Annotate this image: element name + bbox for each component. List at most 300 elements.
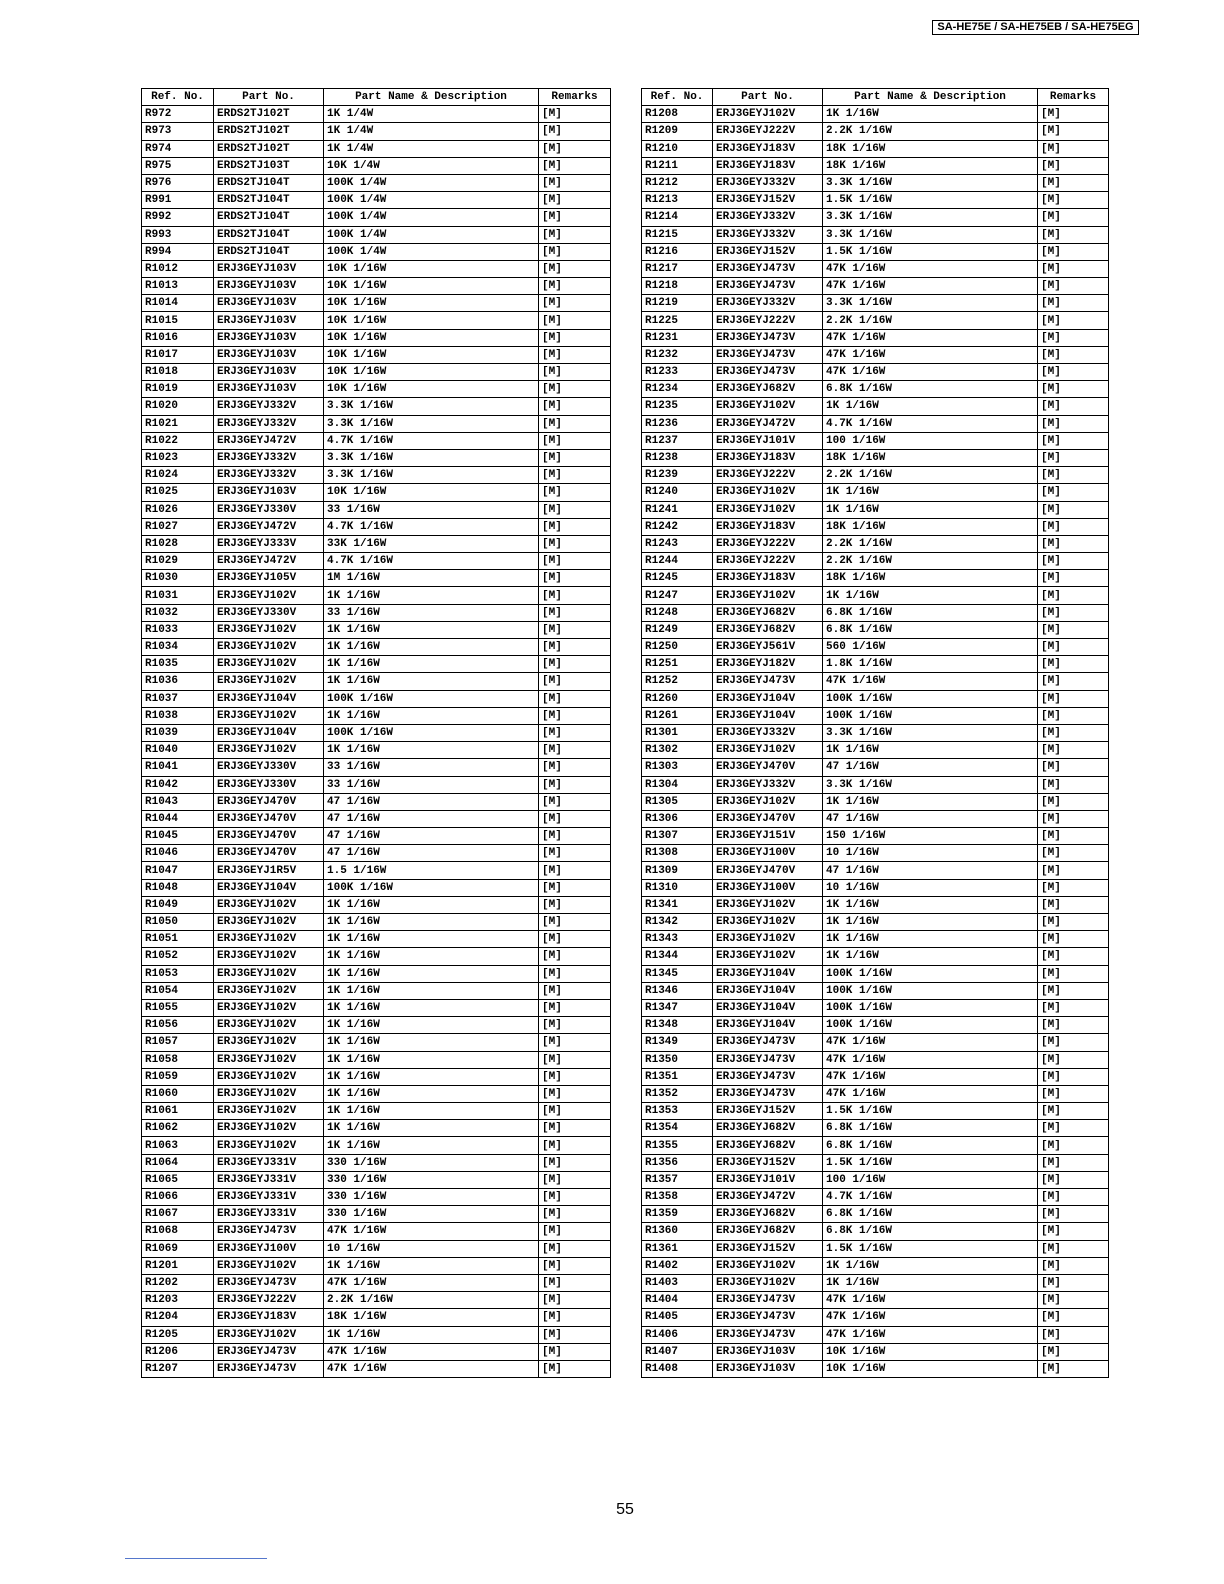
part-no-cell: ERJ3GEYJ473V [214, 1360, 324, 1377]
description-cell: 47K 1/16W [823, 260, 1038, 277]
ref-no-cell: R1245 [642, 570, 713, 587]
description-cell: 100K 1/16W [823, 982, 1038, 999]
part-no-cell: ERJ3GEYJ473V [713, 1292, 823, 1309]
ref-no-cell: R1353 [642, 1103, 713, 1120]
remarks-cell: [M] [539, 174, 611, 191]
ref-no-cell: R1048 [142, 879, 214, 896]
ref-no-cell: R1343 [642, 931, 713, 948]
table-row [642, 484, 1109, 501]
description-cell: 1.5K 1/16W [823, 1154, 1038, 1171]
table-row [142, 965, 611, 982]
remarks-cell: [M] [1038, 226, 1109, 243]
description-cell: 6.8K 1/16W [823, 1206, 1038, 1223]
ref-no-cell: R1225 [642, 312, 713, 329]
part-no-cell: ERJ3GEYJ183V [713, 570, 823, 587]
remarks-cell: [M] [1038, 621, 1109, 638]
part-no-cell: ERJ3GEYJ473V [713, 278, 823, 295]
ref-no-cell: R1249 [642, 621, 713, 638]
remarks-cell: [M] [539, 535, 611, 552]
description-cell: 10K 1/16W [324, 329, 539, 346]
description-cell: 47K 1/16W [823, 1051, 1038, 1068]
part-no-cell: ERJ3GEYJ152V [713, 1240, 823, 1257]
part-no-cell: ERJ3GEYJ102V [214, 1326, 324, 1343]
ref-no-cell: R1406 [642, 1326, 713, 1343]
table-row [642, 759, 1109, 776]
remarks-cell: [M] [539, 260, 611, 277]
ref-no-cell: R1031 [142, 587, 214, 604]
part-no-cell: ERJ3GEYJ222V [713, 467, 823, 484]
part-no-cell: ERDS2TJ102T [214, 140, 324, 157]
table-row [142, 1343, 611, 1360]
table-row [142, 209, 611, 226]
table-row [142, 1068, 611, 1085]
ref-no-cell: R1241 [642, 501, 713, 518]
table-row [642, 965, 1109, 982]
ref-no-cell: R1018 [142, 364, 214, 381]
table-row [642, 174, 1109, 191]
part-no-cell: ERJ3GEYJ102V [214, 621, 324, 638]
remarks-cell: [M] [1038, 1120, 1109, 1137]
part-no-cell: ERJ3GEYJ102V [713, 501, 823, 518]
table-row [642, 226, 1109, 243]
remarks-cell: [M] [1038, 381, 1109, 398]
description-cell: 33 1/16W [324, 776, 539, 793]
table-row [142, 862, 611, 879]
ref-no-cell: R1207 [142, 1360, 214, 1377]
ref-no-cell: R1239 [642, 467, 713, 484]
part-no-cell: ERJ3GEYJ473V [713, 1051, 823, 1068]
ref-no-cell: R1236 [642, 415, 713, 432]
remarks-cell: [M] [539, 810, 611, 827]
table-row [642, 845, 1109, 862]
part-no-cell: ERJ3GEYJ222V [713, 553, 823, 570]
description-cell: 1K 1/16W [823, 1257, 1038, 1274]
part-no-cell: ERDS2TJ104T [214, 174, 324, 191]
part-no-cell: ERJ3GEYJ470V [214, 828, 324, 845]
description-cell: 1K 1/16W [324, 1017, 539, 1034]
table-row [142, 828, 611, 845]
description-cell: 47K 1/16W [324, 1274, 539, 1291]
part-no-cell: ERJ3GEYJ332V [713, 724, 823, 741]
part-no-cell: ERJ3GEYJ152V [713, 243, 823, 260]
part-no-cell: ERJ3GEYJ473V [713, 364, 823, 381]
part-no-cell: ERJ3GEYJ102V [214, 1034, 324, 1051]
ref-no-cell: R1234 [642, 381, 713, 398]
remarks-cell: [M] [1038, 1068, 1109, 1085]
ref-no-cell: R1408 [642, 1360, 713, 1377]
description-cell: 1M 1/16W [324, 570, 539, 587]
remarks-cell: [M] [539, 656, 611, 673]
ref-no-cell: R1052 [142, 948, 214, 965]
part-no-cell: ERJ3GEYJ682V [713, 621, 823, 638]
table-row [642, 690, 1109, 707]
part-no-cell: ERJ3GEYJ102V [214, 931, 324, 948]
part-no-cell: ERJ3GEYJ102V [214, 999, 324, 1016]
table-row [642, 364, 1109, 381]
description-cell: 100 1/16W [823, 432, 1038, 449]
table-row [142, 260, 611, 277]
description-cell: 2.2K 1/16W [823, 553, 1038, 570]
remarks-cell: [M] [1038, 690, 1109, 707]
part-no-cell: ERJ3GEYJ103V [214, 278, 324, 295]
part-no-cell: ERJ3GEYJ222V [713, 535, 823, 552]
part-no-cell: ERJ3GEYJ102V [713, 742, 823, 759]
part-no-cell: ERJ3GEYJ473V [713, 1068, 823, 1085]
description-cell: 100K 1/4W [324, 243, 539, 260]
table-row [142, 879, 611, 896]
part-no-cell: ERJ3GEYJ330V [214, 501, 324, 518]
remarks-cell: [M] [1038, 260, 1109, 277]
remarks-cell: [M] [1038, 1189, 1109, 1206]
table-header-row [142, 89, 611, 106]
part-no-cell: ERJ3GEYJ332V [214, 415, 324, 432]
description-cell: 1K 1/16W [324, 1085, 539, 1102]
part-no-cell: ERJ3GEYJ102V [214, 656, 324, 673]
remarks-cell: [M] [1038, 449, 1109, 466]
part-no-cell: ERJ3GEYJ473V [214, 1343, 324, 1360]
description-cell: 1K 1/16W [324, 914, 539, 931]
ref-no-cell: R1405 [642, 1309, 713, 1326]
part-no-cell: ERJ3GEYJ103V [214, 381, 324, 398]
description-cell: 1.5K 1/16W [823, 1240, 1038, 1257]
ref-no-cell: R1211 [642, 157, 713, 174]
table-row [142, 845, 611, 862]
remarks-cell: [M] [1038, 879, 1109, 896]
ref-no-cell: R1033 [142, 621, 214, 638]
description-cell: 6.8K 1/16W [823, 621, 1038, 638]
table-row [642, 862, 1109, 879]
part-no-cell: ERJ3GEYJ682V [713, 1206, 823, 1223]
part-no-cell: ERJ3GEYJ222V [713, 312, 823, 329]
remarks-cell: [M] [539, 501, 611, 518]
table-row [642, 1051, 1109, 1068]
ref-no-cell: R1056 [142, 1017, 214, 1034]
part-no-cell: ERJ3GEYJ104V [713, 965, 823, 982]
remarks-cell: [M] [539, 999, 611, 1016]
part-no-cell: ERJ3GEYJ331V [214, 1189, 324, 1206]
ref-no-cell: R1403 [642, 1274, 713, 1291]
table-row [142, 364, 611, 381]
ref-no-cell: R1237 [642, 432, 713, 449]
remarks-cell: [M] [539, 690, 611, 707]
ref-no-cell: R1050 [142, 914, 214, 931]
table-row [642, 501, 1109, 518]
remarks-cell: [M] [539, 1343, 611, 1360]
part-no-cell: ERJ3GEYJ561V [713, 639, 823, 656]
remarks-cell: [M] [1038, 398, 1109, 415]
table-row [142, 724, 611, 741]
ref-no-cell: R1240 [642, 484, 713, 501]
remarks-cell: [M] [1038, 295, 1109, 312]
description-cell: 100K 1/16W [324, 724, 539, 741]
ref-no-cell: R1251 [642, 656, 713, 673]
part-no-cell: ERJ3GEYJ102V [214, 896, 324, 913]
remarks-cell: [M] [539, 1034, 611, 1051]
remarks-cell: [M] [1038, 810, 1109, 827]
table-row [642, 432, 1109, 449]
remarks-cell: [M] [539, 896, 611, 913]
part-no-cell: ERDS2TJ104T [214, 243, 324, 260]
ref-no-cell: R1208 [642, 106, 713, 123]
remarks-cell: [M] [1038, 1137, 1109, 1154]
ref-no-cell: R1017 [142, 346, 214, 363]
description-cell: 1K 1/16W [324, 1326, 539, 1343]
part-no-cell: ERJ3GEYJ473V [713, 1309, 823, 1326]
description-cell: 1K 1/16W [324, 1257, 539, 1274]
footer-rule [125, 1558, 267, 1559]
description-cell: 47K 1/16W [823, 278, 1038, 295]
description-cell: 18K 1/16W [823, 518, 1038, 535]
description-cell: 100K 1/16W [823, 999, 1038, 1016]
ref-no-cell: R1244 [642, 553, 713, 570]
table-row [642, 1326, 1109, 1343]
description-cell: 47K 1/16W [324, 1223, 539, 1240]
remarks-cell: [M] [1038, 931, 1109, 948]
description-cell: 3.3K 1/16W [324, 398, 539, 415]
remarks-cell: [M] [539, 1103, 611, 1120]
remarks-cell: [M] [539, 157, 611, 174]
part-no-cell: ERDS2TJ104T [214, 209, 324, 226]
description-cell: 10K 1/16W [324, 312, 539, 329]
description-cell: 1K 1/16W [324, 673, 539, 690]
description-cell: 1K 1/16W [324, 1068, 539, 1085]
remarks-cell: [M] [1038, 656, 1109, 673]
ref-no-cell: R1034 [142, 639, 214, 656]
part-no-cell: ERJ3GEYJ473V [214, 1274, 324, 1291]
remarks-cell: [M] [539, 449, 611, 466]
table-row [142, 398, 611, 415]
part-no-cell: ERJ3GEYJ100V [713, 879, 823, 896]
remarks-cell: [M] [539, 243, 611, 260]
part-no-cell: ERJ3GEYJ470V [214, 810, 324, 827]
part-no-cell: ERJ3GEYJ103V [214, 346, 324, 363]
ref-no-cell: R1041 [142, 759, 214, 776]
part-no-cell: ERJ3GEYJ104V [713, 1017, 823, 1034]
ref-no-cell: R1247 [642, 587, 713, 604]
ref-no-cell: R1037 [142, 690, 214, 707]
remarks-cell: [M] [1038, 1206, 1109, 1223]
ref-no-cell: R1404 [642, 1292, 713, 1309]
description-cell: 18K 1/16W [823, 570, 1038, 587]
table-row [142, 140, 611, 157]
description-cell: 3.3K 1/16W [823, 209, 1038, 226]
description-cell: 1K 1/16W [823, 501, 1038, 518]
remarks-cell: [M] [1038, 1343, 1109, 1360]
description-cell: 33 1/16W [324, 501, 539, 518]
table-row [642, 123, 1109, 140]
col-description-header: Part Name & Description [324, 89, 539, 106]
ref-no-cell: R1407 [642, 1343, 713, 1360]
remarks-cell: [M] [1038, 742, 1109, 759]
description-cell: 100K 1/16W [324, 879, 539, 896]
remarks-cell: [M] [1038, 587, 1109, 604]
ref-no-cell: R1358 [642, 1189, 713, 1206]
table-row [142, 1274, 611, 1291]
description-cell: 1K 1/16W [823, 914, 1038, 931]
ref-no-cell: R1053 [142, 965, 214, 982]
remarks-cell: [M] [1038, 518, 1109, 535]
ref-no-cell: R1232 [642, 346, 713, 363]
ref-no-cell: R993 [142, 226, 214, 243]
part-no-cell: ERJ3GEYJ102V [214, 587, 324, 604]
description-cell: 1K 1/16W [324, 999, 539, 1016]
description-cell: 33 1/16W [324, 759, 539, 776]
part-no-cell: ERJ3GEYJ473V [214, 1223, 324, 1240]
part-no-cell: ERJ3GEYJ183V [214, 1309, 324, 1326]
ref-no-cell: R1303 [642, 759, 713, 776]
remarks-cell: [M] [539, 879, 611, 896]
remarks-cell: [M] [1038, 1051, 1109, 1068]
part-no-cell: ERJ3GEYJ102V [214, 639, 324, 656]
part-no-cell: ERJ3GEYJ332V [214, 467, 324, 484]
remarks-cell: [M] [1038, 1103, 1109, 1120]
description-cell: 6.8K 1/16W [823, 1120, 1038, 1137]
remarks-cell: [M] [1038, 776, 1109, 793]
description-cell: 10K 1/16W [324, 260, 539, 277]
table-row [142, 1257, 611, 1274]
part-no-cell: ERJ3GEYJ100V [214, 1240, 324, 1257]
remarks-cell: [M] [1038, 192, 1109, 209]
description-cell: 330 1/16W [324, 1171, 539, 1188]
ref-no-cell: R973 [142, 123, 214, 140]
remarks-cell: [M] [1038, 346, 1109, 363]
description-cell: 1K 1/16W [324, 656, 539, 673]
description-cell: 1.5 1/16W [324, 862, 539, 879]
table-row [642, 948, 1109, 965]
description-cell: 6.8K 1/16W [823, 604, 1038, 621]
table-row [642, 535, 1109, 552]
remarks-cell: [M] [1038, 948, 1109, 965]
table-row [142, 1120, 611, 1137]
table-row [642, 140, 1109, 157]
description-cell: 47K 1/16W [823, 329, 1038, 346]
table-row [642, 828, 1109, 845]
part-no-cell: ERJ3GEYJ470V [713, 862, 823, 879]
description-cell: 3.3K 1/16W [324, 415, 539, 432]
remarks-cell: [M] [539, 570, 611, 587]
table-row [142, 174, 611, 191]
description-cell: 1K 1/16W [324, 1103, 539, 1120]
part-no-cell: ERDS2TJ103T [214, 157, 324, 174]
remarks-cell: [M] [539, 1120, 611, 1137]
part-no-cell: ERJ3GEYJ470V [214, 793, 324, 810]
table-row [142, 484, 611, 501]
part-no-cell: ERJ3GEYJ332V [214, 398, 324, 415]
table-row [142, 1085, 611, 1102]
table-row [142, 1360, 611, 1377]
ref-no-cell: R1047 [142, 862, 214, 879]
description-cell: 47K 1/16W [324, 1360, 539, 1377]
description-cell: 1K 1/4W [324, 140, 539, 157]
remarks-cell: [M] [1038, 535, 1109, 552]
description-cell: 1K 1/16W [324, 948, 539, 965]
description-cell: 6.8K 1/16W [823, 381, 1038, 398]
table-row [142, 759, 611, 776]
remarks-cell: [M] [539, 776, 611, 793]
part-no-cell: ERDS2TJ104T [214, 192, 324, 209]
ref-no-cell: R1216 [642, 243, 713, 260]
ref-no-cell: R1013 [142, 278, 214, 295]
ref-no-cell: R1042 [142, 776, 214, 793]
table-row [142, 707, 611, 724]
table-row [642, 467, 1109, 484]
ref-no-cell: R1210 [642, 140, 713, 157]
part-no-cell: ERJ3GEYJ472V [214, 553, 324, 570]
table-row [142, 793, 611, 810]
table-row [642, 896, 1109, 913]
description-cell: 1K 1/16W [823, 896, 1038, 913]
description-cell: 1K 1/16W [324, 931, 539, 948]
description-cell: 1.8K 1/16W [823, 656, 1038, 673]
description-cell: 100K 1/16W [823, 690, 1038, 707]
remarks-cell: [M] [539, 828, 611, 845]
table-row [142, 896, 611, 913]
description-cell: 1K 1/16W [324, 707, 539, 724]
description-cell: 560 1/16W [823, 639, 1038, 656]
ref-no-cell: R1306 [642, 810, 713, 827]
ref-no-cell: R1212 [642, 174, 713, 191]
ref-no-cell: R1062 [142, 1120, 214, 1137]
ref-no-cell: R1349 [642, 1034, 713, 1051]
ref-no-cell: R1309 [642, 862, 713, 879]
part-no-cell: ERJ3GEYJ473V [713, 329, 823, 346]
description-cell: 47K 1/16W [823, 1034, 1038, 1051]
remarks-cell: [M] [539, 553, 611, 570]
ref-no-cell: R1203 [142, 1292, 214, 1309]
table-row [142, 587, 611, 604]
table-row [642, 553, 1109, 570]
ref-no-cell: R1204 [142, 1309, 214, 1326]
part-no-cell: ERJ3GEYJ332V [713, 776, 823, 793]
table-row [642, 793, 1109, 810]
remarks-cell: [M] [1038, 243, 1109, 260]
table-row [642, 295, 1109, 312]
part-no-cell: ERJ3GEYJ101V [713, 432, 823, 449]
table-row [642, 931, 1109, 948]
table-row [642, 1120, 1109, 1137]
ref-no-cell: R1402 [642, 1257, 713, 1274]
description-cell: 3.3K 1/16W [324, 449, 539, 466]
table-row [642, 209, 1109, 226]
part-no-cell: ERJ3GEYJ104V [214, 690, 324, 707]
description-cell: 47 1/16W [823, 759, 1038, 776]
remarks-cell: [M] [539, 1017, 611, 1034]
description-cell: 100K 1/4W [324, 209, 539, 226]
description-cell: 1K 1/16W [823, 587, 1038, 604]
table-row [642, 810, 1109, 827]
ref-no-cell: R1348 [642, 1017, 713, 1034]
description-cell: 3.3K 1/16W [823, 226, 1038, 243]
description-cell: 3.3K 1/16W [324, 467, 539, 484]
description-cell: 1K 1/16W [324, 1137, 539, 1154]
part-no-cell: ERJ3GEYJ473V [713, 673, 823, 690]
table-row [142, 518, 611, 535]
table-row [642, 776, 1109, 793]
description-cell: 1K 1/16W [823, 742, 1038, 759]
remarks-cell: [M] [539, 1189, 611, 1206]
part-no-cell: ERJ3GEYJ152V [713, 1103, 823, 1120]
table-row [142, 1103, 611, 1120]
remarks-cell: [M] [539, 398, 611, 415]
remarks-cell: [M] [1038, 329, 1109, 346]
table-row [142, 192, 611, 209]
description-cell: 1K 1/16W [324, 742, 539, 759]
table-row [642, 707, 1109, 724]
table-row [142, 948, 611, 965]
table-row [642, 1309, 1109, 1326]
table-row [142, 1326, 611, 1343]
description-cell: 1K 1/16W [324, 982, 539, 999]
